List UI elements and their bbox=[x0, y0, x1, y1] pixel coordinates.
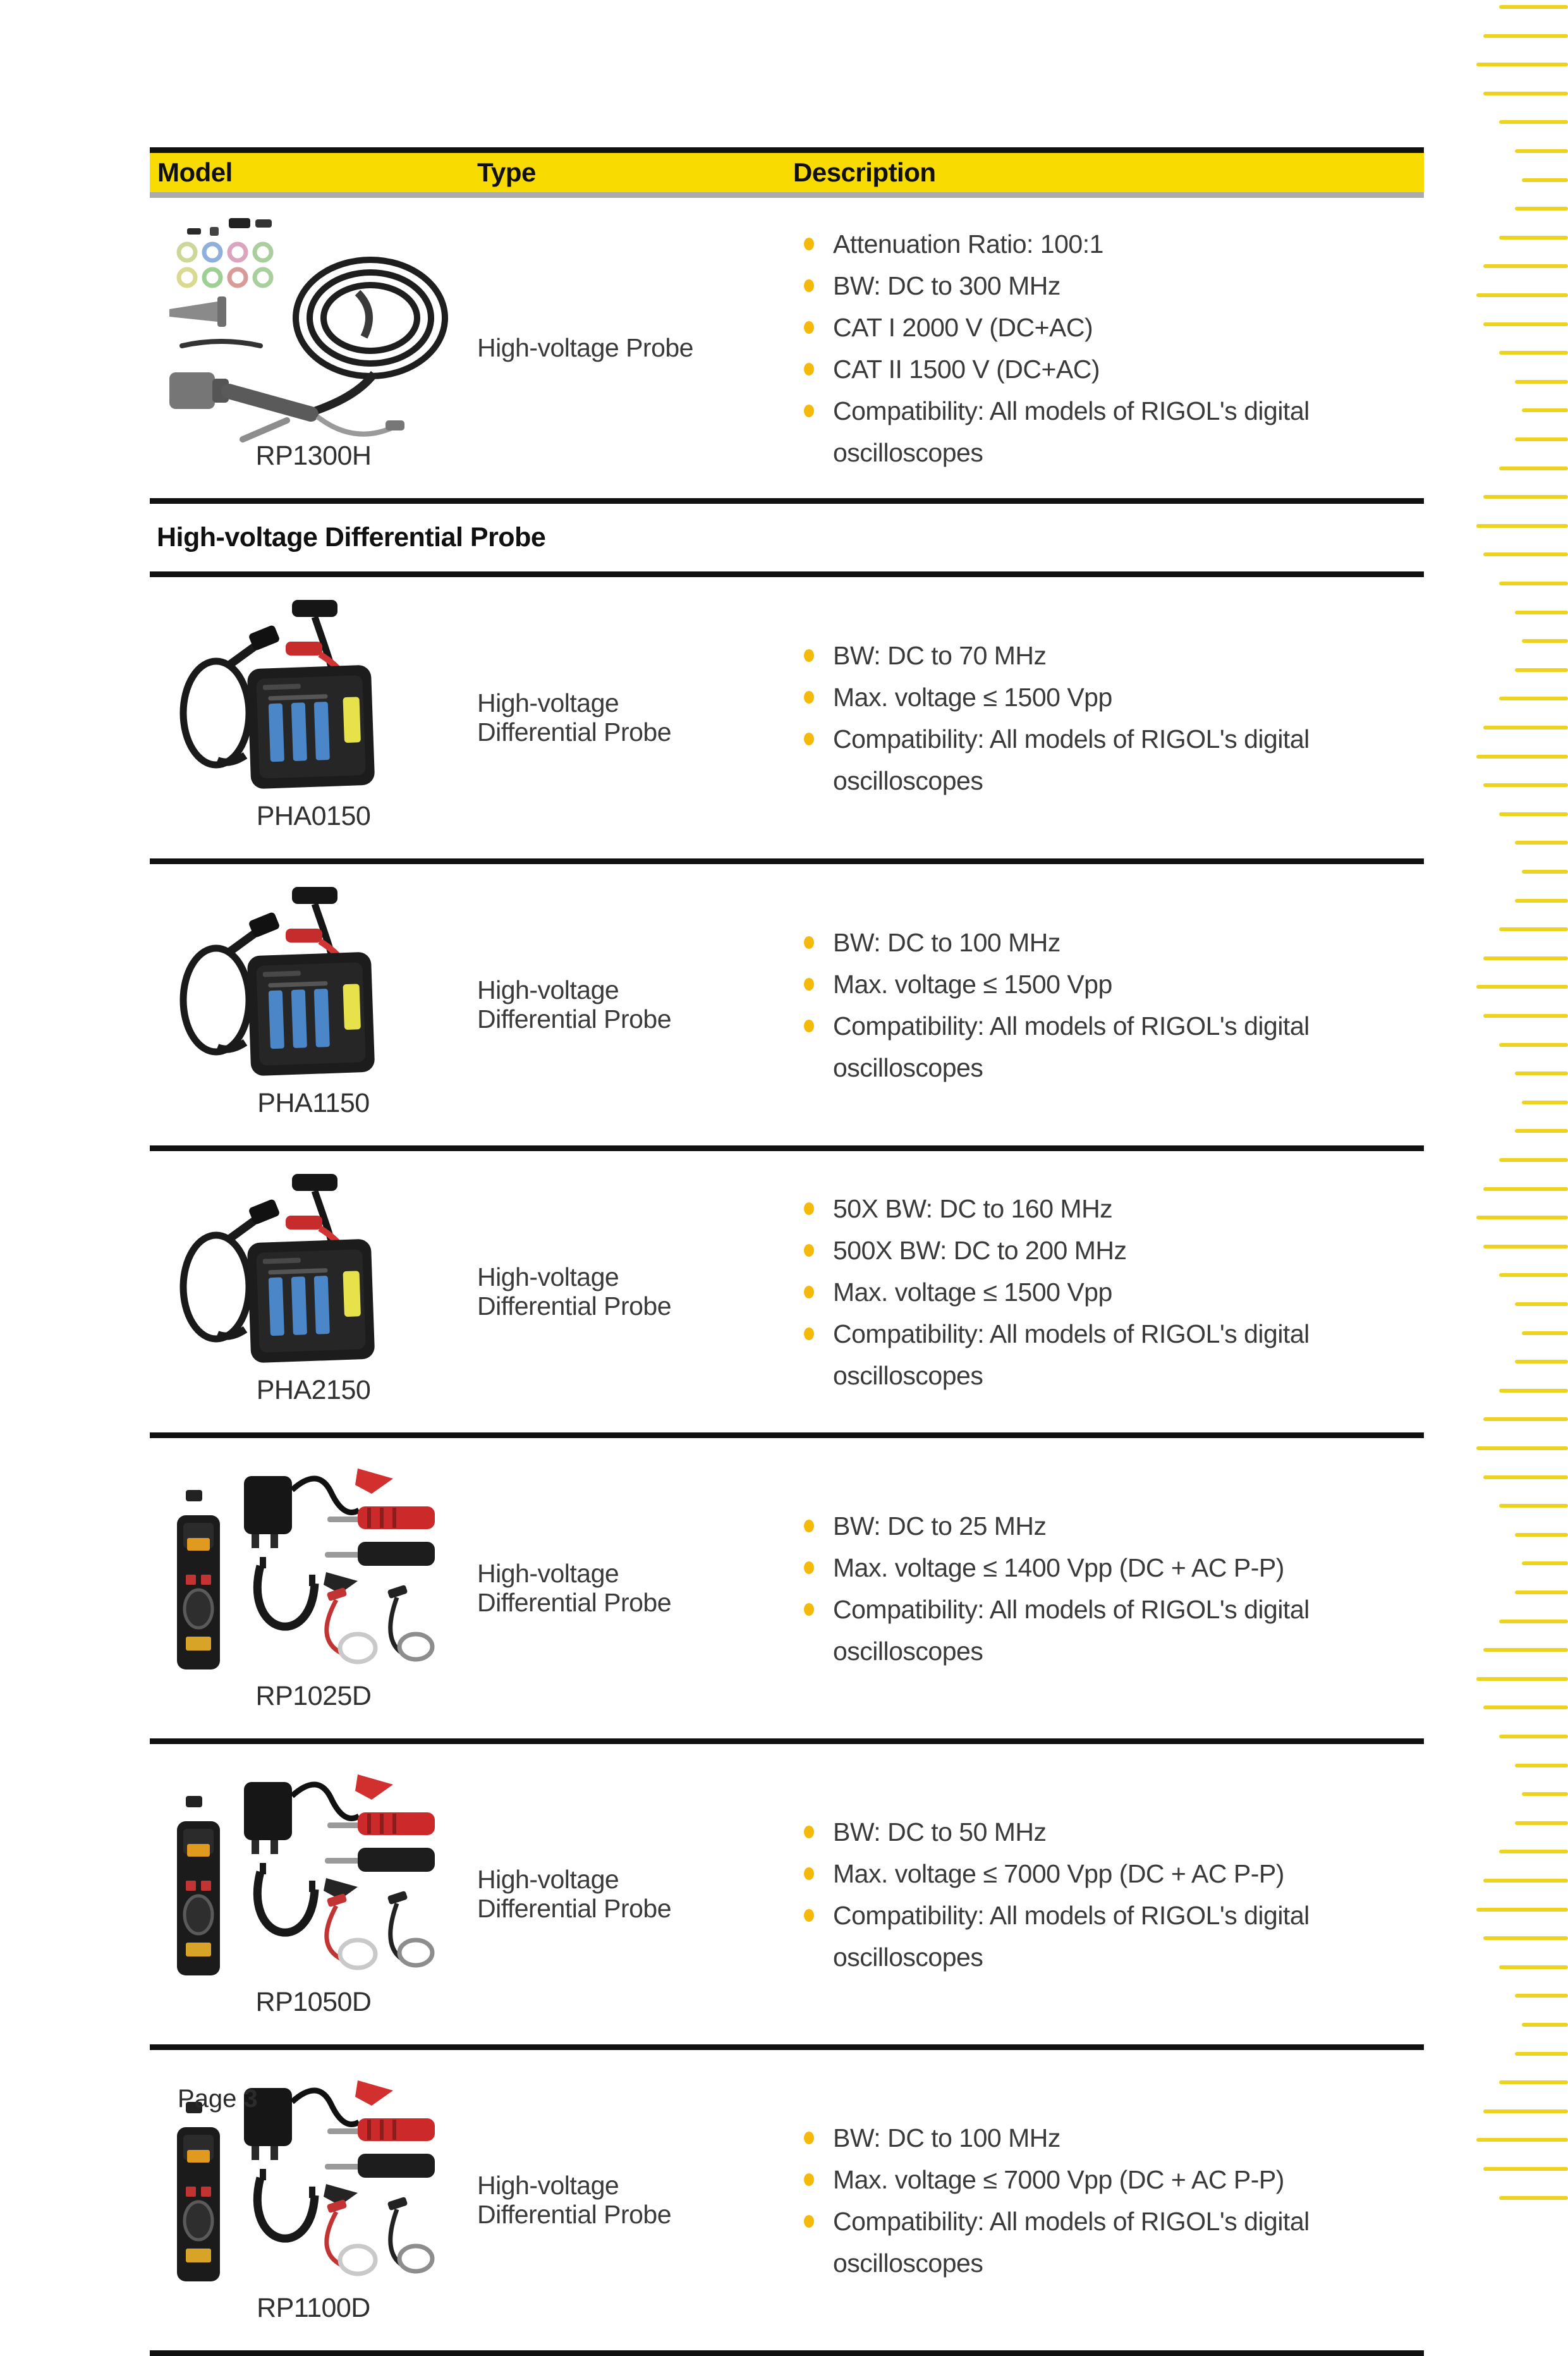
edge-stripe bbox=[1476, 2138, 1568, 2142]
probe-photo-rp-kit-image bbox=[168, 1763, 459, 1978]
edge-stripe bbox=[1499, 467, 1568, 470]
bullet-dot-icon bbox=[804, 649, 814, 662]
bullet-item bbox=[793, 2200, 1409, 2284]
edge-stripe bbox=[1483, 1706, 1568, 1709]
header-type: Type bbox=[477, 157, 536, 187]
edge-stripe bbox=[1483, 1187, 1568, 1191]
bullet-list bbox=[793, 223, 1409, 473]
edge-stripe bbox=[1499, 1043, 1568, 1047]
bullet-item bbox=[793, 676, 1409, 718]
edge-stripe bbox=[1483, 1417, 1568, 1421]
edge-stripe bbox=[1515, 1071, 1568, 1075]
edge-stripe bbox=[1499, 697, 1568, 700]
model-label: PHA2150 bbox=[256, 1375, 371, 1405]
bullet-item bbox=[793, 1895, 1409, 1978]
model-cell bbox=[150, 864, 477, 1145]
bullet-text: 50X BW: DC to 160 MHz bbox=[833, 1193, 1113, 1223]
bullet-text: BW: DC to 25 MHz bbox=[833, 1511, 1047, 1541]
table-row bbox=[150, 1151, 1424, 1438]
type-text: High-voltage Differential Probe bbox=[477, 1864, 672, 1923]
bullet-dot-icon bbox=[804, 978, 814, 991]
edge-stripe bbox=[1483, 2109, 1568, 2113]
edge-stripe bbox=[1483, 92, 1568, 95]
page-footer-label: Page bbox=[178, 2085, 244, 2113]
bullet-item bbox=[793, 1547, 1409, 1589]
type-cell bbox=[477, 1744, 793, 2044]
edge-stripe bbox=[1515, 668, 1568, 672]
type-text: High-voltage Differential Probe bbox=[477, 688, 672, 747]
bullet-item bbox=[793, 1589, 1409, 1672]
edge-stripe bbox=[1522, 1792, 1568, 1796]
bullet-item bbox=[793, 1188, 1409, 1230]
bullet-item bbox=[793, 390, 1409, 473]
edge-stripe bbox=[1499, 927, 1568, 931]
edge-stripe bbox=[1476, 63, 1568, 66]
edge-stripe bbox=[1499, 582, 1568, 585]
bullet-text: Compatibility: All models of RIGOL's digital oscilloscopes bbox=[833, 2206, 1310, 2278]
edge-stripe bbox=[1483, 1936, 1568, 1940]
edge-stripe bbox=[1483, 726, 1568, 729]
bullet-text: Compatibility: All models of RIGOL's digital oscilloscopes bbox=[833, 1594, 1310, 1666]
bullet-text: BW: DC to 50 MHz bbox=[833, 1817, 1047, 1846]
type-cell bbox=[477, 2050, 793, 2350]
bullet-dot-icon bbox=[804, 2132, 814, 2144]
bullet-list bbox=[793, 635, 1409, 802]
bullet-text: CAT I 2000 V (DC+AC) bbox=[833, 312, 1093, 342]
product-table bbox=[150, 147, 1424, 2356]
type-cell bbox=[477, 577, 793, 858]
edge-stripe bbox=[1499, 1620, 1568, 1623]
edge-stripe bbox=[1483, 552, 1568, 556]
bullet-dot-icon bbox=[804, 363, 814, 375]
edge-stripe bbox=[1499, 1735, 1568, 1738]
description-cell bbox=[793, 577, 1424, 858]
bullet-text: Compatibility: All models of RIGOL's digital oscilloscopes bbox=[833, 1900, 1310, 1972]
edge-stripe bbox=[1515, 149, 1568, 153]
bullet-text: Max. voltage ≤ 1500 Vpp bbox=[833, 969, 1112, 999]
edge-stripe bbox=[1476, 1216, 1568, 1219]
bullet-dot-icon bbox=[804, 1826, 814, 1838]
bullet-item bbox=[793, 1230, 1409, 1271]
bullet-dot-icon bbox=[804, 1020, 814, 1032]
edge-stripe bbox=[1483, 783, 1568, 787]
bullet-item bbox=[793, 2117, 1409, 2159]
model-cell bbox=[150, 1151, 477, 1432]
type-cell bbox=[477, 1151, 793, 1432]
bullet-dot-icon bbox=[804, 1867, 814, 1880]
edge-stripe bbox=[1522, 178, 1568, 182]
edge-stripe bbox=[1515, 611, 1568, 614]
bullet-text: Compatibility: All models of RIGOL's digital oscilloscopes bbox=[833, 724, 1310, 795]
bullet-text: Compatibility: All models of RIGOL's digital oscilloscopes bbox=[833, 396, 1310, 467]
bullet-dot-icon bbox=[804, 2173, 814, 2186]
bullet-text: BW: DC to 70 MHz bbox=[833, 640, 1047, 670]
table-row bbox=[150, 1744, 1424, 2050]
edge-stripe bbox=[1515, 1994, 1568, 1998]
description-cell bbox=[793, 1438, 1424, 1738]
product-image bbox=[150, 1457, 477, 1672]
edge-stripe bbox=[1515, 437, 1568, 441]
model-label: RP1300H bbox=[255, 441, 372, 471]
table-row bbox=[150, 1438, 1424, 1744]
type-text: High-voltage Differential Probe bbox=[477, 1262, 672, 1321]
table-row bbox=[150, 577, 1424, 864]
section-title: High-voltage Differential Probe bbox=[157, 522, 546, 552]
bullet-text: Max. voltage ≤ 1500 Vpp bbox=[833, 1277, 1112, 1307]
edge-stripe bbox=[1499, 5, 1568, 9]
bullet-item bbox=[793, 223, 1409, 265]
bullet-text: BW: DC to 100 MHz bbox=[833, 2123, 1061, 2152]
bullet-text: BW: DC to 100 MHz bbox=[833, 927, 1061, 957]
type-text: High-voltage Differential Probe bbox=[477, 975, 672, 1034]
probe-photo-rp-kit-image bbox=[168, 1457, 459, 1672]
edge-stripe bbox=[1499, 1158, 1568, 1162]
type-text: High-voltage Probe bbox=[477, 333, 693, 362]
table-rows bbox=[150, 198, 1424, 2356]
product-image bbox=[150, 883, 477, 1079]
edge-stripe bbox=[1515, 1821, 1568, 1825]
edge-stripe bbox=[1476, 1446, 1568, 1450]
description-cell bbox=[793, 198, 1424, 498]
description-cell bbox=[793, 1151, 1424, 1432]
edge-stripe bbox=[1476, 755, 1568, 759]
edge-stripe bbox=[1499, 1273, 1568, 1277]
bullet-list bbox=[793, 2117, 1409, 2284]
bullet-item bbox=[793, 1811, 1409, 1853]
bullet-item bbox=[793, 2159, 1409, 2200]
probe-photo-pha-image bbox=[174, 1170, 453, 1366]
edge-stripe bbox=[1499, 1389, 1568, 1393]
bullet-item bbox=[793, 348, 1409, 390]
bullet-item bbox=[793, 718, 1409, 802]
edge-stripe bbox=[1499, 2196, 1568, 2200]
bullet-dot-icon bbox=[804, 1244, 814, 1257]
edge-stripe bbox=[1483, 322, 1568, 326]
table-row bbox=[150, 864, 1424, 1151]
edge-stripe bbox=[1483, 264, 1568, 268]
bullet-dot-icon bbox=[804, 733, 814, 745]
edge-stripe bbox=[1499, 2080, 1568, 2084]
bullet-dot-icon bbox=[804, 936, 814, 949]
edge-stripe bbox=[1522, 870, 1568, 874]
model-label: PHA0150 bbox=[256, 801, 371, 831]
table-header-row bbox=[150, 153, 1424, 192]
edge-stripe bbox=[1522, 1101, 1568, 1104]
edge-stripe bbox=[1476, 1677, 1568, 1681]
bullet-dot-icon bbox=[804, 2215, 814, 2228]
model-label: RP1050D bbox=[255, 1987, 372, 2017]
bullet-item bbox=[793, 1853, 1409, 1895]
edge-stripe bbox=[1499, 120, 1568, 124]
edge-stripe bbox=[1499, 1504, 1568, 1508]
probe-photo-rp1300h-image bbox=[168, 217, 459, 432]
edge-stripe bbox=[1483, 956, 1568, 960]
edge-stripe bbox=[1515, 380, 1568, 384]
bullet-text: Compatibility: All models of RIGOL's digital oscilloscopes bbox=[833, 1011, 1310, 1082]
edge-stripe bbox=[1515, 207, 1568, 211]
bullet-text: Compatibility: All models of RIGOL's digital oscilloscopes bbox=[833, 1319, 1310, 1390]
type-text: High-voltage Differential Probe bbox=[477, 2170, 672, 2229]
bullet-list bbox=[793, 1188, 1409, 1396]
bullet-item bbox=[793, 963, 1409, 1005]
bullet-text: 500X BW: DC to 200 MHz bbox=[833, 1235, 1127, 1265]
bullet-text: CAT II 1500 V (DC+AC) bbox=[833, 354, 1100, 384]
edge-stripe bbox=[1499, 1850, 1568, 1853]
bullet-text: Attenuation Ratio: 100:1 bbox=[833, 229, 1103, 259]
table-top-rule bbox=[150, 147, 1424, 153]
probe-photo-pha-image bbox=[174, 883, 453, 1079]
bullet-dot-icon bbox=[804, 1328, 814, 1340]
bullet-item bbox=[793, 1271, 1409, 1313]
edge-stripe bbox=[1522, 408, 1568, 412]
bullet-dot-icon bbox=[804, 405, 814, 417]
bullet-item bbox=[793, 307, 1409, 348]
model-label: RP1025D bbox=[255, 1681, 372, 1711]
bullet-item bbox=[793, 1313, 1409, 1396]
page-number: 3 bbox=[243, 2085, 258, 2113]
description-cell bbox=[793, 1744, 1424, 2044]
edge-stripe bbox=[1515, 1764, 1568, 1767]
edge-stripe bbox=[1515, 1360, 1568, 1364]
edge-stripe bbox=[1483, 1648, 1568, 1652]
product-image bbox=[150, 1763, 477, 1978]
model-label: RP1100D bbox=[257, 2293, 370, 2323]
bullet-text: Max. voltage ≤ 7000 Vpp (DC + AC P-P) bbox=[833, 1859, 1284, 1888]
bullet-item bbox=[793, 635, 1409, 676]
bullet-list bbox=[793, 1505, 1409, 1672]
product-image bbox=[150, 596, 477, 792]
model-cell bbox=[150, 577, 477, 858]
edge-stripe bbox=[1515, 1129, 1568, 1133]
model-cell bbox=[150, 1744, 477, 2044]
edge-stripe bbox=[1515, 2052, 1568, 2056]
edge-stripe bbox=[1483, 2167, 1568, 2171]
bullet-list bbox=[793, 922, 1409, 1089]
edge-stripe bbox=[1476, 1908, 1568, 1912]
edge-stripe bbox=[1515, 1590, 1568, 1594]
bullet-dot-icon bbox=[804, 1909, 814, 1922]
bullet-dot-icon bbox=[804, 238, 814, 250]
edge-stripe bbox=[1483, 1014, 1568, 1018]
bullet-dot-icon bbox=[804, 279, 814, 292]
bullet-text: BW: DC to 300 MHz bbox=[833, 271, 1061, 300]
edge-stripe bbox=[1499, 812, 1568, 816]
bullet-dot-icon bbox=[804, 1520, 814, 1532]
bullet-item bbox=[793, 1505, 1409, 1547]
edge-stripe bbox=[1515, 1533, 1568, 1537]
edge-stripe bbox=[1522, 639, 1568, 643]
edge-stripe bbox=[1522, 1331, 1568, 1335]
model-cell bbox=[150, 198, 477, 498]
edge-stripe bbox=[1522, 2023, 1568, 2027]
page-footer bbox=[178, 2085, 258, 2113]
edge-stripe bbox=[1515, 1302, 1568, 1306]
bullet-text: Max. voltage ≤ 7000 Vpp (DC + AC P-P) bbox=[833, 2164, 1284, 2194]
edge-stripe bbox=[1499, 351, 1568, 355]
bullet-dot-icon bbox=[804, 1286, 814, 1298]
header-description: Description bbox=[793, 157, 936, 187]
edge-stripe bbox=[1483, 1879, 1568, 1883]
edge-stripe bbox=[1483, 34, 1568, 38]
type-cell bbox=[477, 198, 793, 498]
bullet-list bbox=[793, 1811, 1409, 1978]
type-text: High-voltage Differential Probe bbox=[477, 1558, 672, 1617]
edge-stripe bbox=[1499, 236, 1568, 240]
bullet-dot-icon bbox=[804, 1202, 814, 1215]
bullet-text: Max. voltage ≤ 1500 Vpp bbox=[833, 682, 1112, 712]
table-row bbox=[150, 2050, 1424, 2356]
bullet-item bbox=[793, 1005, 1409, 1089]
edge-stripe bbox=[1483, 495, 1568, 499]
table-row bbox=[150, 198, 1424, 504]
section-header-row bbox=[150, 504, 1424, 577]
header-underline bbox=[150, 192, 1424, 198]
bullet-dot-icon bbox=[804, 1603, 814, 1616]
model-cell bbox=[150, 1438, 477, 1738]
edge-stripe bbox=[1483, 1245, 1568, 1248]
description-cell bbox=[793, 864, 1424, 1145]
edge-stripe bbox=[1499, 1965, 1568, 1969]
edge-stripe bbox=[1522, 1561, 1568, 1565]
edge-stripe bbox=[1515, 899, 1568, 903]
type-cell bbox=[477, 864, 793, 1145]
edge-stripe bbox=[1515, 841, 1568, 845]
bullet-dot-icon bbox=[804, 321, 814, 334]
bullet-item bbox=[793, 922, 1409, 963]
edge-stripe bbox=[1476, 293, 1568, 297]
probe-photo-pha-image bbox=[174, 596, 453, 792]
bullet-text: Max. voltage ≤ 1400 Vpp (DC + AC P-P) bbox=[833, 1553, 1284, 1582]
bullet-dot-icon bbox=[804, 1561, 814, 1574]
bullet-dot-icon bbox=[804, 691, 814, 704]
edge-stripe bbox=[1476, 524, 1568, 528]
model-label: PHA1150 bbox=[257, 1088, 370, 1118]
type-cell bbox=[477, 1438, 793, 1738]
edge-stripe bbox=[1476, 985, 1568, 989]
header-model: Model bbox=[157, 157, 233, 187]
edge-stripe bbox=[1483, 1475, 1568, 1479]
product-image bbox=[150, 1170, 477, 1366]
description-cell bbox=[793, 2050, 1424, 2350]
bullet-item bbox=[793, 265, 1409, 307]
product-image bbox=[150, 217, 477, 432]
